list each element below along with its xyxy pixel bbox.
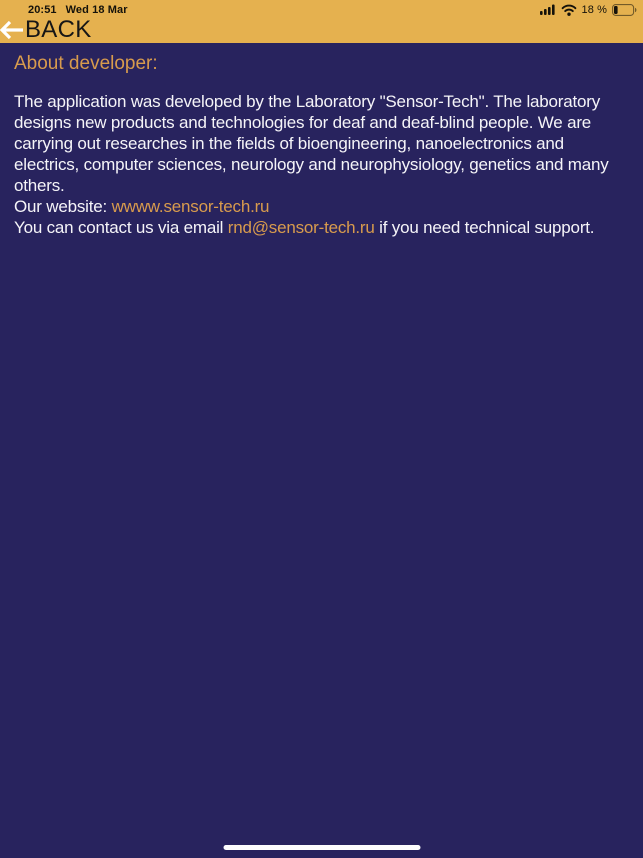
status-time: 20:51 xyxy=(28,3,57,16)
website-line xyxy=(14,196,629,217)
contact-line xyxy=(14,217,629,238)
status-right xyxy=(540,4,637,16)
back-label: BACK xyxy=(25,16,92,43)
about-developer-section xyxy=(0,43,643,858)
back-button[interactable] xyxy=(0,16,92,43)
status-bar xyxy=(0,0,643,16)
cellular-signal-icon xyxy=(540,4,556,15)
contact-suffix: if you need technical support. xyxy=(374,218,595,237)
home-indicator[interactable] xyxy=(223,845,420,850)
contact-prefix: You can contact us via email xyxy=(14,218,228,237)
about-paragraph-text: The application was developed by the Laboratory "Sensor-Tech". The laboratory designs new products and technologies for deaf and deaf-blind people. We are carrying out researches in the fields of bioengineering, nanoelectronics and electrics, computer sciences, neurology and neurophysiology, genetics and many others. xyxy=(14,92,609,195)
nav-row xyxy=(0,16,643,43)
email-link[interactable]: rnd@sensor-tech.ru xyxy=(227,218,375,237)
navigation-bar xyxy=(0,0,643,43)
battery-percent: 18 % xyxy=(581,3,607,16)
about-paragraph xyxy=(14,91,629,196)
section-title: About developer: xyxy=(14,53,158,74)
website-prefix: Our website: xyxy=(14,197,112,216)
battery-icon xyxy=(612,4,637,16)
website-link[interactable]: wwww.sensor-tech.ru xyxy=(111,197,270,216)
wifi-icon xyxy=(561,4,577,16)
status-left xyxy=(28,4,128,16)
back-arrow-icon xyxy=(0,20,24,40)
status-date: Wed 18 Mar xyxy=(65,3,128,16)
about-text xyxy=(14,91,629,238)
